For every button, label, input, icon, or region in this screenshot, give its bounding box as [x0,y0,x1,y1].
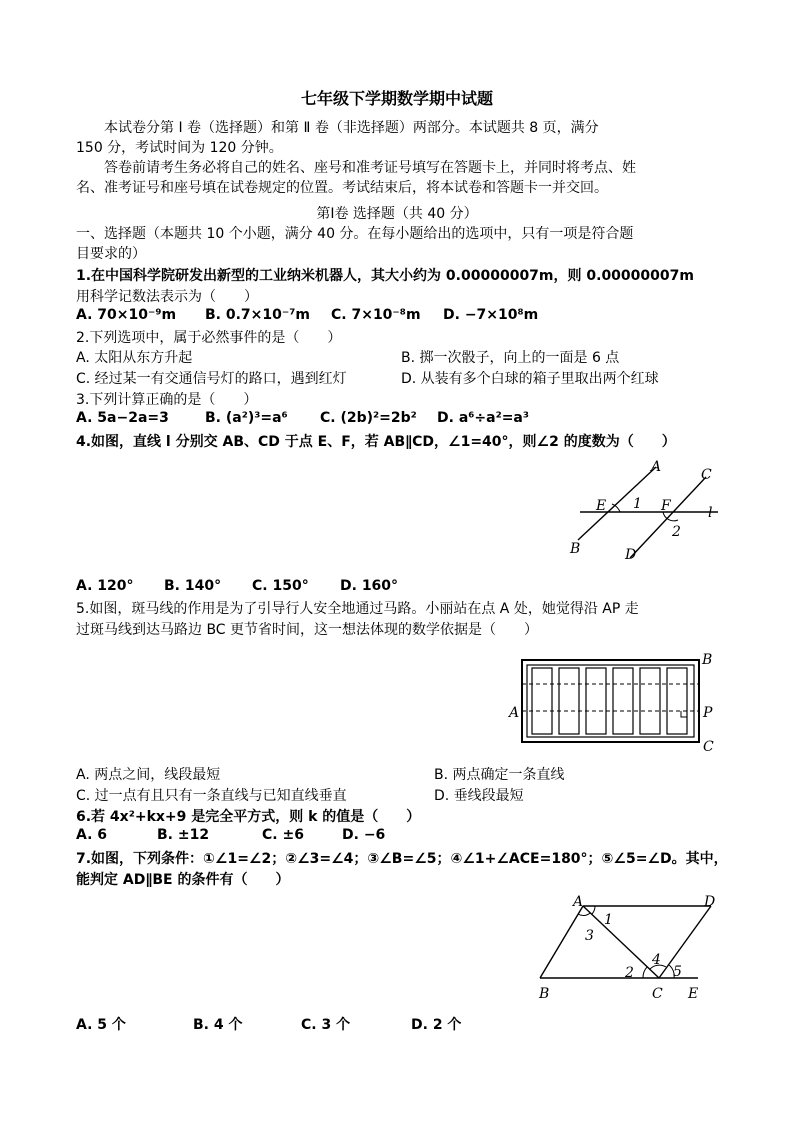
q4-option-c: C. 150° [252,578,309,594]
q5-option-c: C. 过一点有且只有一条直线与已知直线垂直 [76,788,347,804]
q1-option-d: D. −7×10⁸m [443,307,539,323]
q5-line2: 过斑马线到达马路边 BC 更节省时间，这一想法体现的数学依据是（ ） [76,622,539,638]
q7-line2: 能判定 AD∥BE 的条件有（ ） [76,872,290,888]
section-title: 第Ⅰ卷 选择题（共 40 分） [316,206,478,222]
q4-option-b: B. 140° [164,578,222,594]
q6-option-d: D. −6 [342,827,386,843]
page-title: 七年级下学期数学期中试题 [300,89,493,108]
part1-line2: 目要求的） [76,246,146,262]
part1-line1: 一、选择题（本题共 10 个小题，满分 40 分。在每小题给出的选项中，只有一项是符合题 [76,226,634,242]
label-angle1: 1 [633,496,642,512]
q3-option-c: C. (2b)²=2b² [320,410,417,426]
line-cd [659,906,711,978]
q1-line1: 1.在中国科学院研发出新型的工业纳米机器人，其大小约为 0.00000007m，则 0.00000007m [76,268,694,284]
q3-stem: 3.下列计算正确的是（ ） [76,392,258,408]
q3-option-b: B. (a²)³=a⁶ [205,410,288,426]
label-e: E [596,498,607,514]
q2-stem: 2.下列选项中，属于必然事件的是（ ） [76,330,342,346]
q2-option-b: B. 掷一次骰子，向上的一面是 6 点 [401,350,620,366]
q6-option-b: B. ±12 [157,827,210,843]
q5-figure [505,648,720,756]
q4-stem: 4.如图，直线 l 分别交 AB、CD 于点 E、F，若 AB∥CD，∠1=40°，则∠2 的度数为（ ） [76,434,676,450]
q5-line1: 5.如图，斑马线的作用是为了引导行人安全地通过马路。小丽站在点 A 处，她觉得沿 AP 走 [76,601,639,617]
q4-figure [560,455,725,567]
label-e: E [688,986,699,1002]
intro-p2-line2: 名、准考证号和座号填在试卷规定的位置。考试结束后，将本试卷和答题卡一并交回。 [76,180,608,196]
q7-line1: 7.如图，下列条件：①∠1=∠2；②∠3=∠4；③∠B=∠5；④∠1+∠ACE=180°；⑤∠5=∠D。其中， [76,851,728,867]
label-d: D [625,547,637,563]
label-a: A [573,894,584,910]
angle1-arc [592,906,595,914]
q6-option-a: A. 6 [76,827,108,843]
intro [76,118,720,198]
angle2-arc [643,967,647,978]
q7-option-d: D. 2 个 [411,1017,462,1033]
road-outer [522,660,699,742]
line-cd [630,477,706,558]
label-b: B [539,986,550,1002]
intro-p1-line2: 150 分，考试时间为 120 分钟。 [76,140,283,156]
label-angle3: 3 [585,928,594,944]
q3-option-a: A. 5a−2a=3 [76,410,169,426]
zebra-stripes [532,668,687,734]
label-angle2: 2 [672,524,681,540]
intro-p2-line1: 答卷前请考生务必将自己的姓名、座号和准考证号填写在答题卡上，并同时将考点、姓 [104,160,636,176]
q5-option-a: A. 两点之间，线段最短 [76,767,221,783]
q1-option-a: A. 70×10⁻⁹m [76,307,177,323]
label-a: A [651,459,662,475]
q4-option-d: D. 160° [340,578,399,594]
label-p: P [703,705,713,721]
intro-p1-line1: 本试卷分第 Ⅰ 卷（选择题）和第 Ⅱ 卷（非选择题）两部分。本试题共 8 页，满分 [104,120,599,136]
q2-option-d: D. 从装有多个白球的箱子里取出两个红球 [401,371,659,387]
q4-option-a: A. 120° [76,578,134,594]
q5-option-d: D. 垂线段最短 [434,788,524,804]
q7-option-c: C. 3 个 [301,1017,351,1033]
q6-option-c: C. ±6 [262,827,304,843]
q1-option-b: B. 0.7×10⁻⁷m [205,307,310,323]
q1-line2: 用科学记数法表示为（ ） [76,289,258,305]
q2-option-a: A. 太阳从东方升起 [76,350,193,366]
label-angle1: 1 [604,912,613,928]
line-ab [578,467,656,540]
q7-option-b: B. 4 个 [193,1017,243,1033]
label-c: C [701,467,712,483]
label-angle5: 5 [673,964,682,980]
label-l: l [708,505,713,521]
q7-option-a: A. 5 个 [76,1017,126,1033]
label-angle2: 2 [625,965,634,981]
q5-option-b: B. 两点确定一条直线 [434,767,565,783]
label-d: D [704,894,716,910]
angle3-arc [578,913,590,916]
label-f: F [661,498,671,514]
label-angle4: 4 [652,952,661,968]
label-b: B [570,541,581,557]
line-ab [540,906,583,978]
q7-figure [530,892,730,1004]
label-c: C [652,986,663,1002]
q6-stem: 6.若 4x²+kx+9 是完全平方式，则 k 的值是（ ） [76,809,421,825]
q2-option-c: C. 经过某一有交通信号灯的路口，遇到红灯 [76,371,347,387]
q1-option-c: C. 7×10⁻⁸m [331,307,421,323]
label-b: B [702,652,713,668]
label-a: A [509,705,520,721]
right-angle-mark [681,711,687,717]
q3-option-d: D. a⁶÷a²=a³ [437,410,530,426]
label-c: C [703,739,714,755]
line-ac [583,906,659,978]
